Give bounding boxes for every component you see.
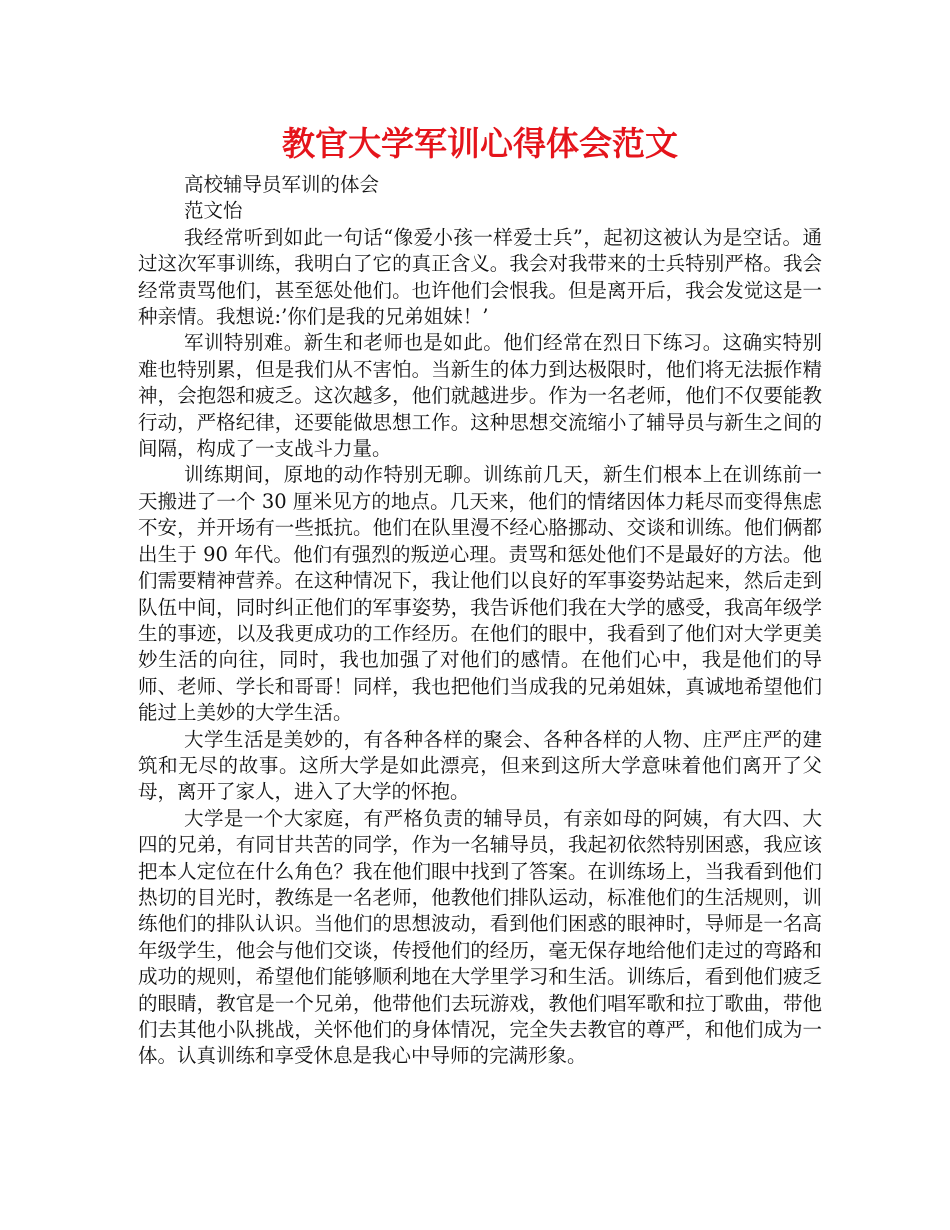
- document-author: 范文怡: [184, 199, 243, 223]
- paragraph-1: 我经常听到如此一句话“像爱小孩一样爱士兵”，起初这被认为是空话。通过这次军事训练，我明白了它的真正含义。我会对我带来的士兵特别严格。我会经常责骂他们，甚至惩处他们。也许他们会恨我。但是离开后，我会发觉这是一种亲情。我想说:’你们是我的兄弟姐妹！’: [138, 225, 822, 329]
- document-body: [138, 172, 822, 1070]
- paragraph-5: 大学是一个大家庭，有严格负责的辅导员，有亲如母的阿姨，有大四、大四的兄弟，有同甘共苦的同学，作为一名辅导员，我起初依然特别困惑，我应该把本人定位在什么角色？我在他们眼中找到了答案。在训练场上，当我看到他们热切的目光时，教练是一名老师，他教他们排队运动，标准他们的生活规则，训练他们的排队认识。当他们的思想波动，看到他们困惑的眼神时，导师是一名高年级学生，他会与他们交谈，传授他们的经历，毫无保存地给他们走过的弯路和成功的规则，希望他们能够顺利地在大学里学习和生活。训练后，看到他们疲乏的眼睛，教官是一个兄弟，他带他们去玩游戏，教他们唱军歌和拉丁歌曲，带他们去其他小队挑战，关怀他们的身体情况，完全失去教官的尊严，和他们成为一体。认真训练和享受休息是我心中导师的完满形象。: [138, 806, 822, 1068]
- document-subtitle: 高校辅导员军训的体会: [184, 173, 380, 196]
- paragraph-3: 训练期间，原地的动作特别无聊。训练前几天，新生们根本上在训练前一天搬进了一个 30 厘米见方的地点。几天来，他们的情绪因体力耗尽而变得焦虑不安，并开场有一些抵抗。他们在队里漫不经心胳挪动、交谈和训练。他们俩都出生于 90 年代。他们有强烈的叛逆心理。责骂和惩处他们不是最好的方法。他们需要精神营养。在这种情况下，我让他们以良好的军事姿势站起来，然后走到队伍中间，同时纠正他们的军事姿势，我告诉他们我在大学的感受，我高年级学生的事迹，以及我更成功的工作经历。在他们的眼中，我看到了他们对大学更美妙生活的向往，同时，我也加强了对他们的感情。在他们心中，我是他们的导师、老师、学长和哥哥！同样，我也把他们当成我的兄弟姐妹，真诚地希望他们能过上美妙的大学生活。: [138, 463, 822, 725]
- paragraph-2: 军训特别难。新生和老师也是如此。他们经常在烈日下练习。这确实特别难也特别累，但是我们从不害怕。当新生的体力到达极限时，他们将无法振作精神，会抱怨和疲乏。这次越多，他们就越进步。作为一名老师，他们不仅要能教行动，严格纪律，还要能做思想工作。这种思想交流缩小了辅导员与新生之间的间隔，构成了一支战斗力量。: [138, 331, 822, 461]
- document-title: 教官大学军训心得体会范文: [282, 124, 678, 163]
- paragraph-4: 大学生活是美妙的，有各种各样的聚会、各种各样的人物、庄严庄严的建筑和无尽的故事。这所大学是如此漂亮，但来到这所大学意味着他们离开了父母，离开了家人，进入了大学的怀抱。: [138, 727, 822, 804]
- document-content: [138, 122, 822, 1070]
